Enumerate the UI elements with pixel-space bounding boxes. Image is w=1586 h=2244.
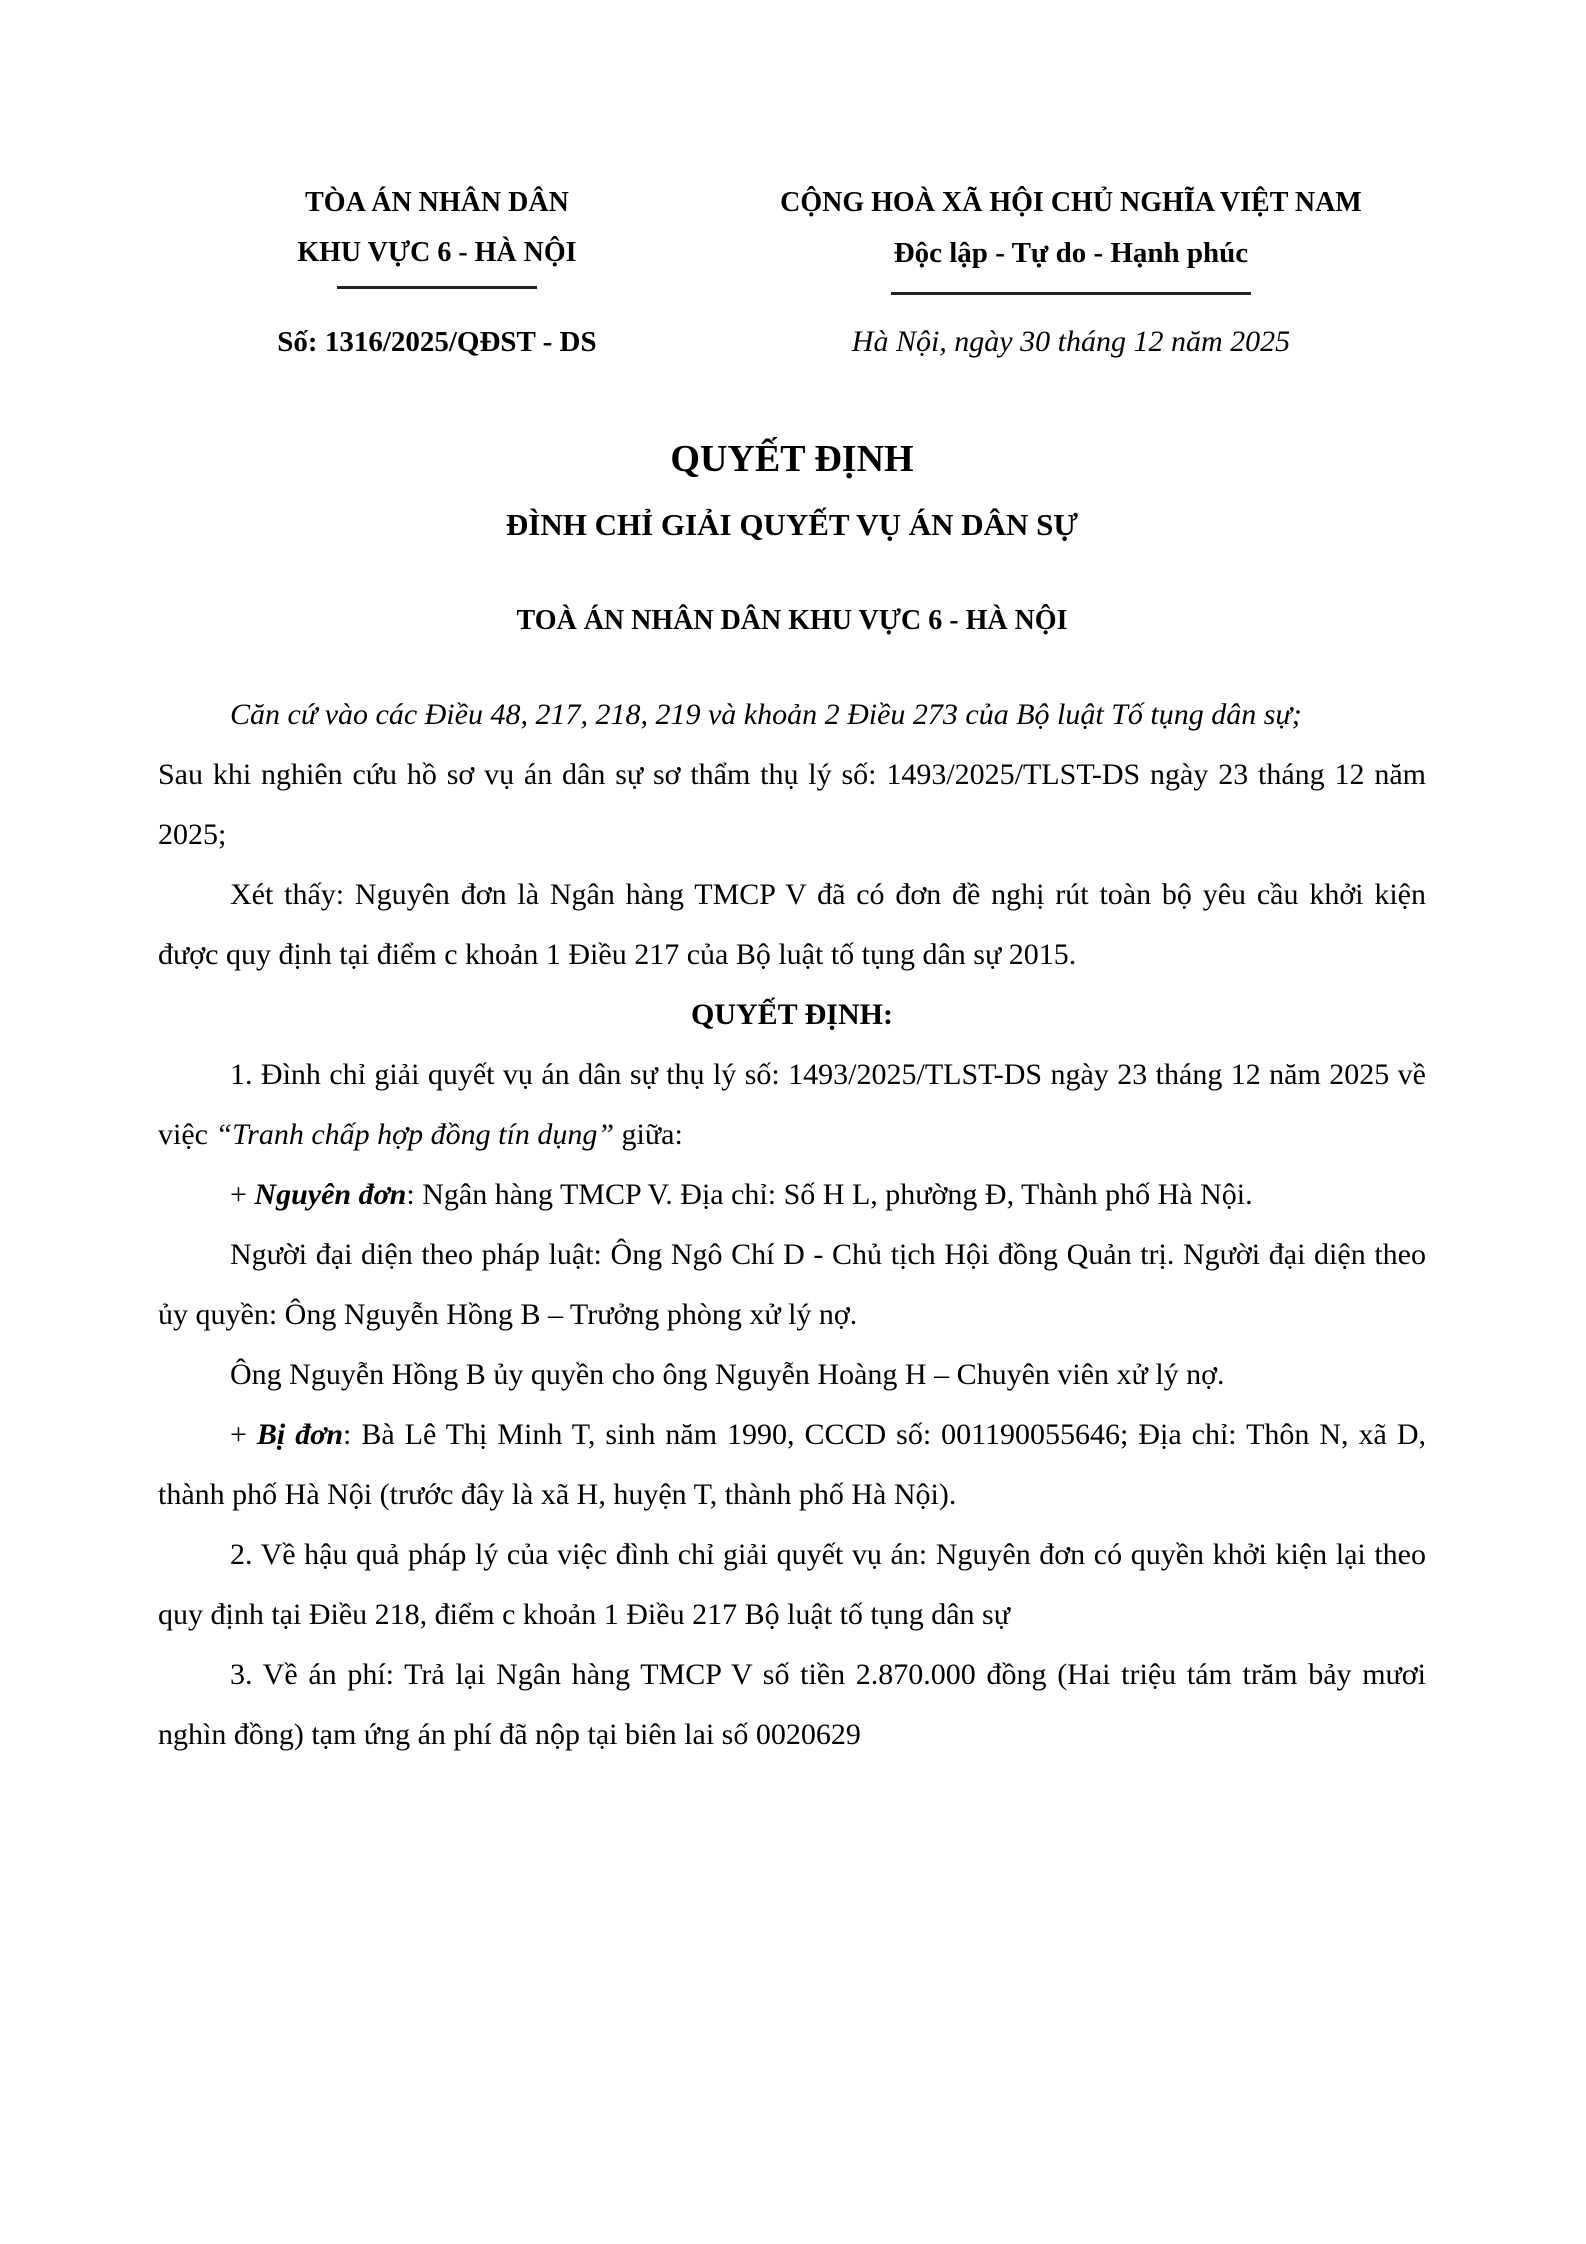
court-name-line2: KHU VỰC 6 - HÀ NỘI	[297, 237, 577, 268]
body-paragraph	[158, 1345, 1426, 1405]
title-block	[158, 437, 1426, 637]
body-paragraph	[158, 865, 1426, 985]
section-heading	[158, 985, 1426, 1045]
body-paragraph	[158, 1165, 1426, 1225]
body-paragraph	[158, 1525, 1426, 1645]
document-subtitle: ĐÌNH CHỈ GIẢI QUYẾT VỤ ÁN DÂN SỰ	[505, 506, 1079, 542]
text-segment: Ông Nguyễn Hồng B ủy quyền cho ông Nguyễn Hoàng H – Chuyên viên xử lý nợ.	[230, 1357, 1225, 1391]
court-header-block	[158, 178, 716, 295]
document-date: Hà Nội, ngày 30 tháng 12 năm 2025	[851, 325, 1291, 358]
body-paragraph	[158, 1045, 1426, 1165]
text-segment: : Ngân hàng TMCP V. Địa chỉ: Số H L, phường Đ, Thành phố Hà Nội.	[406, 1177, 1253, 1211]
text-segment: Bị đơn	[256, 1417, 344, 1451]
body-paragraph	[158, 1405, 1426, 1525]
body-paragraph	[158, 1225, 1426, 1345]
text-segment: Người đại diện theo pháp luật: Ông Ngô Chí D - Chủ tịch Hội đồng Quản trị. Người đại diện theo ủy quyền: Ông Nguyễn Hồng B – Trưởng phòng xử lý nợ.	[158, 1237, 1426, 1331]
divider-line	[891, 292, 1251, 295]
issuing-court: TOÀ ÁN NHÂN DÂN KHU VỰC 6 - HÀ NỘI	[516, 604, 1068, 636]
body-paragraph	[158, 685, 1426, 745]
body-paragraph	[158, 1645, 1426, 1765]
document-title: QUYẾT ĐỊNH	[670, 438, 914, 480]
text-segment: : Bà Lê Thị Minh T, sinh năm 1990, CCCD số: 001190055646; Địa chỉ: Thôn N, xã D, thành phố Hà Nội (trước đây là xã H, huyện T, thành phố Hà Nội).	[158, 1417, 1426, 1511]
text-segment: +	[230, 1177, 255, 1211]
document-body	[158, 685, 1426, 1765]
national-header-block	[716, 178, 1426, 295]
document-number: Số: 1316/2025/QĐST - DS	[277, 326, 597, 358]
divider-line	[337, 286, 537, 289]
text-segment: “Tranh chấp hợp đồng tín dụng”	[215, 1117, 615, 1151]
national-title: CỘNG HOÀ XÃ HỘI CHỦ NGHĨA VIỆT NAM	[780, 187, 1362, 218]
text-segment: 1. Đình chỉ giải quyết vụ án dân sự thụ lý số: 1493/2025/TLST-DS ngày 23 tháng 12 năm 2025 về việc	[158, 1057, 1426, 1151]
text-segment: QUYẾT ĐỊNH:	[691, 997, 893, 1031]
text-segment: 3. Về án phí: Trả lại Ngân hàng TMCP V số tiền 2.870.000 đồng (Hai triệu tám trăm bảy mươi nghìn đồng) tạm ứng án phí đã nộp tại biên lai số 0020629	[158, 1657, 1426, 1751]
text-segment: 2. Về hậu quả pháp lý của việc đình chỉ giải quyết vụ án: Nguyên đơn có quyền khởi kiện lại theo quy định tại Điều 218, điểm c khoản 1 Điều 217 Bộ luật tố tụng dân sự	[158, 1537, 1426, 1631]
number-date-row	[158, 325, 1426, 359]
court-name-line1: TÒA ÁN NHÂN DÂN	[305, 187, 569, 218]
national-motto: Độc lập - Tự do - Hạnh phúc	[893, 237, 1249, 269]
text-segment: giữa:	[614, 1117, 683, 1151]
text-segment: Sau khi nghiên cứu hồ sơ vụ án dân sự sơ thẩm thụ lý số: 1493/2025/TLST-DS ngày 23 tháng 12 năm 2025;	[158, 757, 1426, 851]
text-segment: +	[230, 1417, 257, 1451]
document-header	[158, 178, 1426, 295]
text-segment: Nguyên đơn	[254, 1177, 407, 1211]
text-segment: Căn cứ vào các Điều 48, 217, 218, 219 và khoản 2 Điều 273 của Bộ luật Tố tụng dân sự;	[230, 697, 1302, 731]
body-paragraph	[158, 745, 1426, 865]
text-segment: Xét thấy: Nguyên đơn là Ngân hàng TMCP V đã có đơn đề nghị rút toàn bộ yêu cầu khởi kiện được quy định tại điểm c khoản 1 Điều 217 của Bộ luật tố tụng dân sự 2015.	[158, 877, 1426, 971]
